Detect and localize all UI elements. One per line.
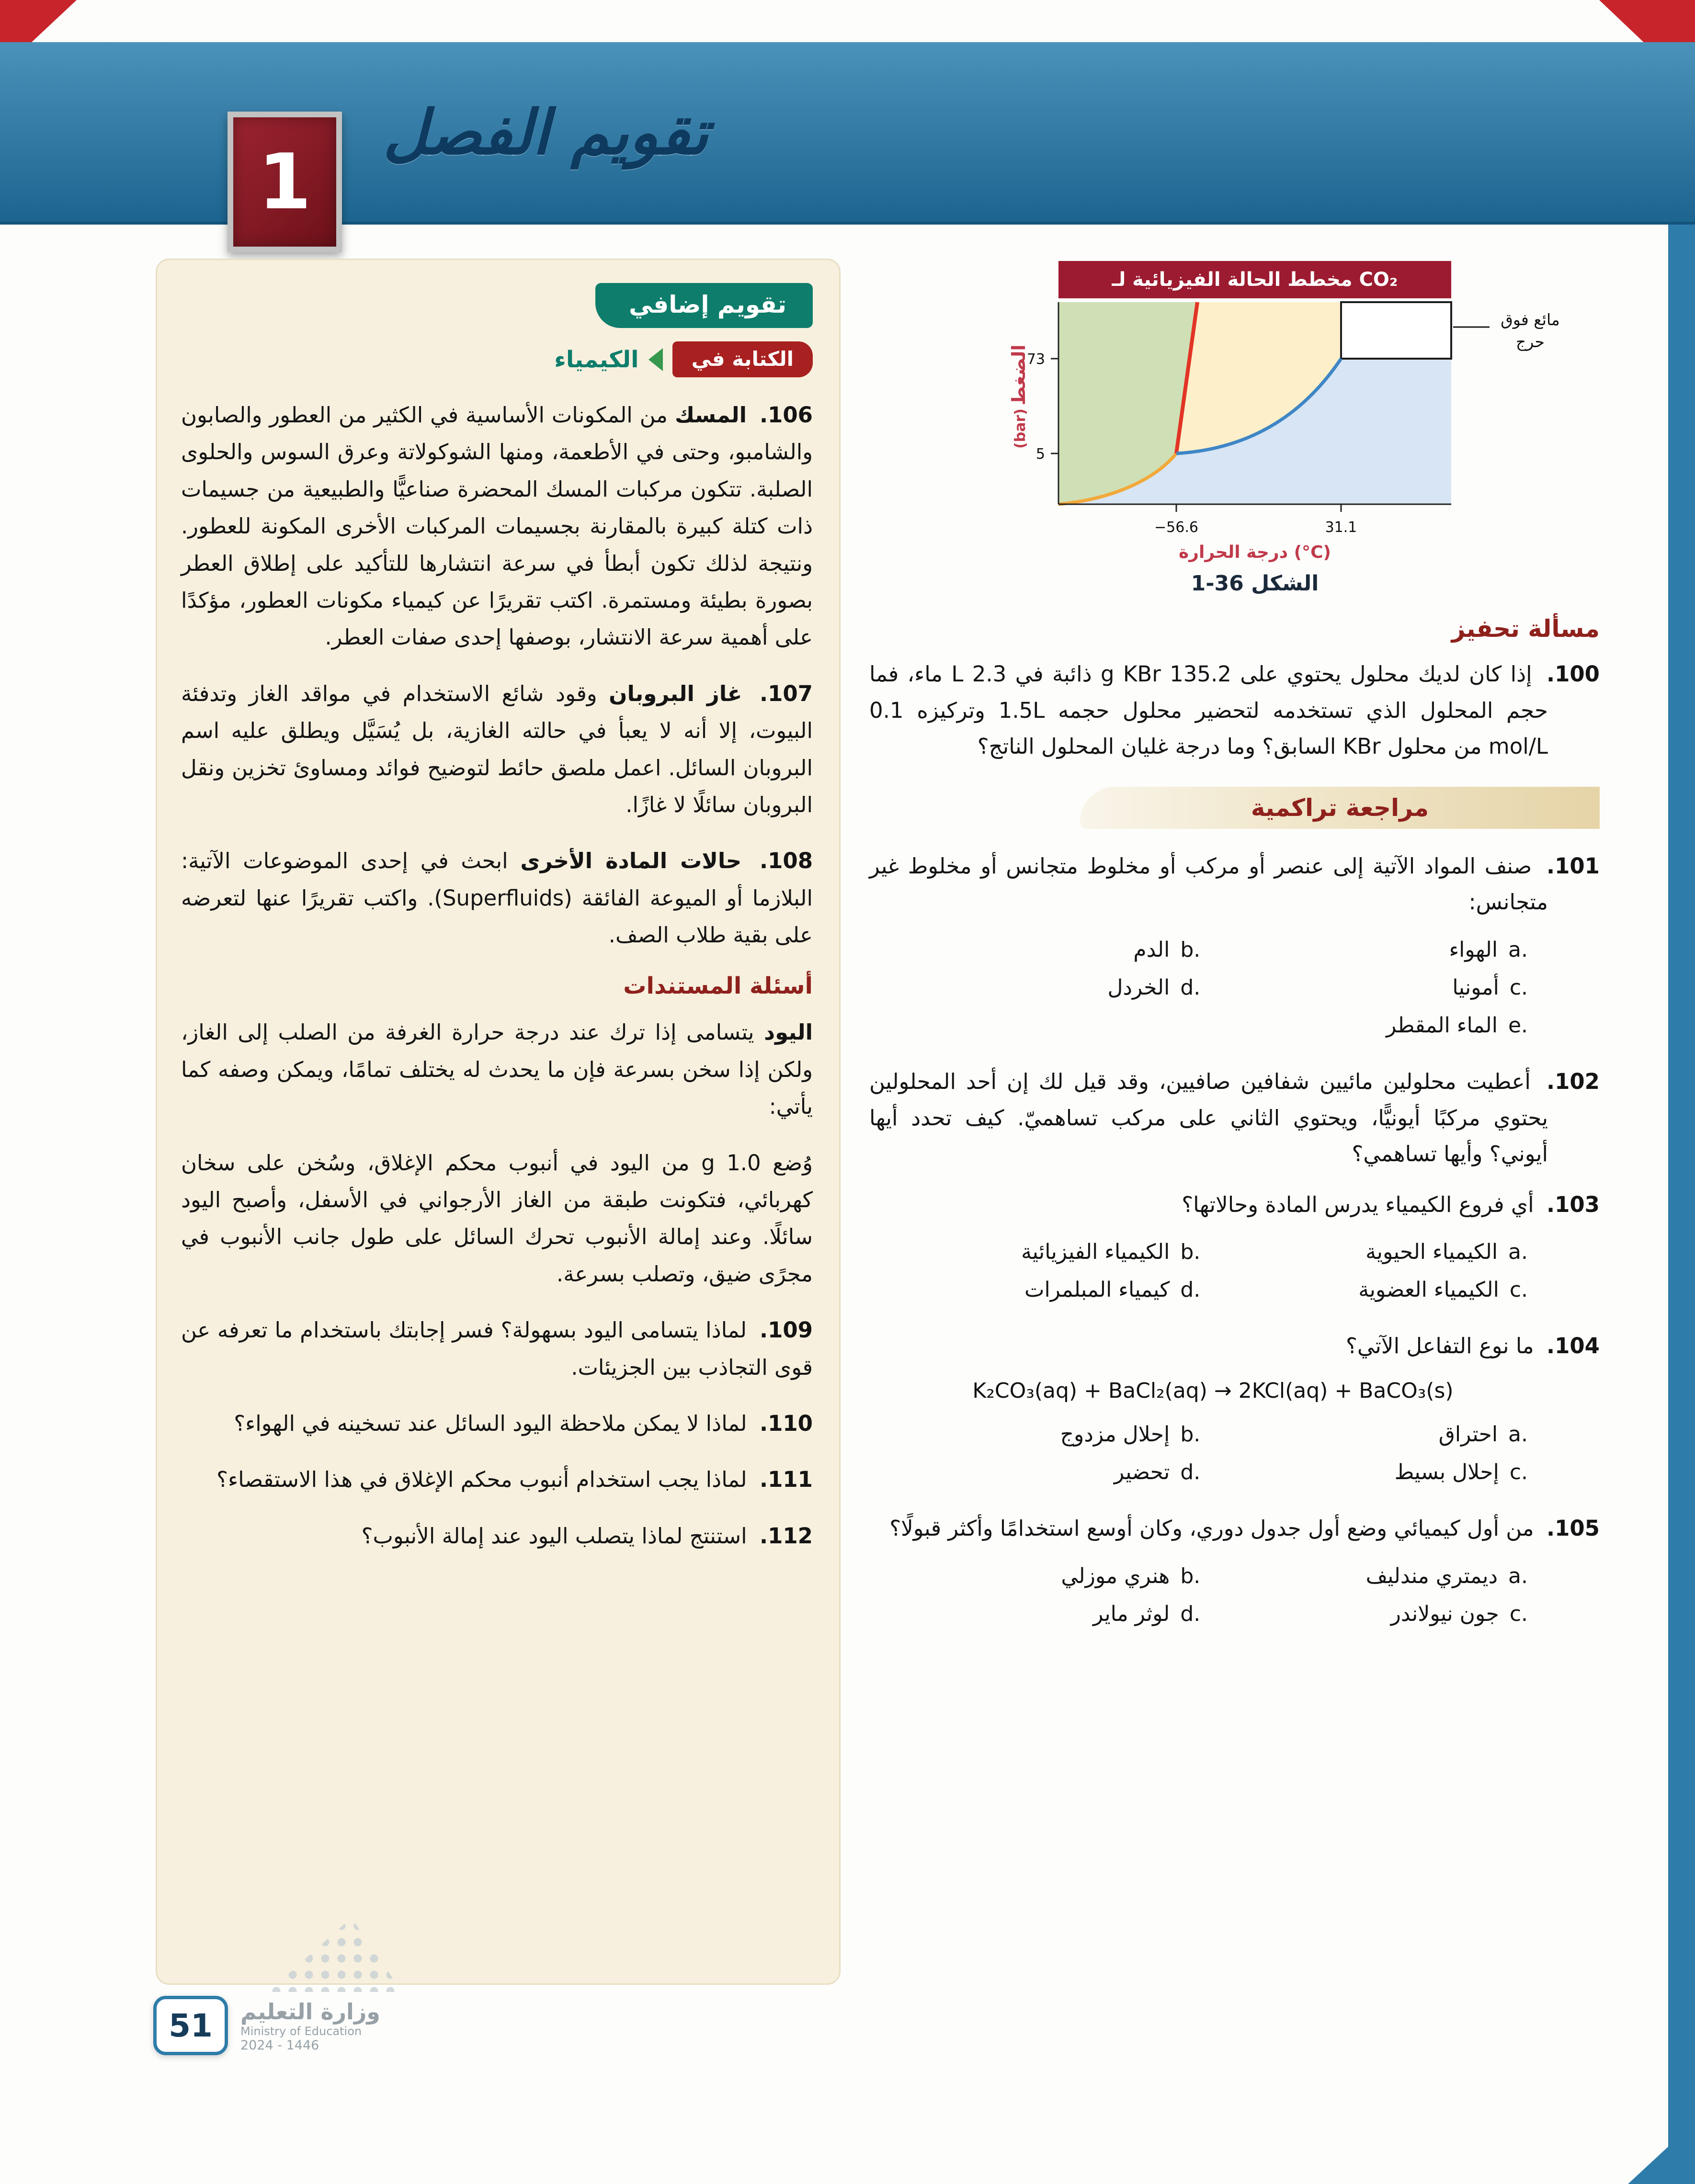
- question-number: 103.: [1546, 1191, 1600, 1217]
- question-text: من المكونات الأساسية في الكثير من العطور والصابون والشامبو، وحتى في الأطعمة، ومنها الشوكولاتة وعرق السوس والحلوى الصلبة. تتكون مركبات المسك المحضرة صناعيًّا والطبيعية من جسيمات ذات كتلة كبيرة بالمقارنة بجسيمات المركبات الأخرى المكونة للعطور. ونتيجة لذلك تكون أبطأ في سرعة انتشارها للتأكيد على إطلاق العطر بصورة بطيئة ومستمرة. اكتب تقريرًا عن كيمياء مكونات العطور، مؤكدًا على أهمية سرعة الانتشار، بوصفها إحدى صفات العطر.: [181, 402, 813, 650]
- question-text: إذا كان لديك محلول يحتوي على 135.2 g KBr ذائبة في 2.3 L ماء، فما حجم المحلول الذي تستخدمه لتحضير محلول حجمه 1.5L وتركيزه 0.1 mol/L من محلول KBr السابق؟ وما درجة غليان المحلول الناتج؟: [869, 661, 1548, 759]
- option-label: جون نيولاندر: [1390, 1601, 1499, 1626]
- option-letter: a.: [1508, 937, 1528, 962]
- option-letter: c.: [1509, 1601, 1528, 1626]
- footer-row: [153, 1996, 402, 2055]
- option-letter: a.: [1508, 1422, 1528, 1447]
- figure-caption: الشكل 36-1: [1191, 571, 1319, 596]
- corner-bottom-right-icon: [1628, 2122, 1695, 2184]
- chapter-number-badge: [228, 112, 342, 252]
- option-letter: c.: [1509, 975, 1528, 1000]
- chapter-header-band: [0, 42, 1695, 225]
- answer-option: [1200, 1240, 1528, 1264]
- edition-year: 2024 - 1446: [240, 2037, 319, 2053]
- option-letter: a.: [1508, 1240, 1528, 1265]
- question-number: 109.: [759, 1317, 813, 1343]
- question-number: 100.: [1546, 661, 1600, 687]
- question-number: 112.: [759, 1523, 813, 1549]
- question-102: [869, 1064, 1600, 1172]
- question-100: [869, 656, 1600, 765]
- supercritical-region: [1341, 302, 1451, 359]
- question-number: 110.: [759, 1410, 813, 1436]
- chevron-left-icon: [648, 348, 663, 371]
- ministry-name-arabic: وزارة التعليم: [240, 1998, 380, 2025]
- question-number: 108.: [759, 848, 813, 874]
- option-letter: b.: [1180, 1240, 1201, 1265]
- chemical-equation: K₂CO₃(aq) + BaCl₂(aq) → 2KCl(aq) + BaCO₃(s): [972, 1378, 1454, 1403]
- question-103: [869, 1187, 1600, 1223]
- chemistry-label: الكيمياء: [554, 346, 639, 373]
- option-label: إحلال بسيط: [1394, 1460, 1499, 1484]
- answer-option: [888, 1602, 1200, 1626]
- option-letter: b.: [1180, 1563, 1201, 1588]
- writing-in-chemistry-banner: [181, 341, 813, 377]
- question-number: 104.: [1546, 1333, 1600, 1359]
- x-axis-label: درجة الحرارة (°C): [1179, 543, 1331, 562]
- option-label: تحضير: [1114, 1460, 1170, 1484]
- options-q103: [869, 1237, 1600, 1307]
- question-text: لماذا لا يمكن ملاحظة اليود السائل عند تسخينه في الهواء؟: [234, 1410, 747, 1436]
- question-101: [869, 848, 1600, 920]
- option-label: الكيمياء الحيوية: [1365, 1240, 1498, 1265]
- answer-option: [1200, 938, 1528, 962]
- cumulative-review-label: مراجعة تراكمية: [1251, 793, 1429, 822]
- answer-option: [1200, 1460, 1528, 1484]
- option-label: الماء المقطر: [1386, 1013, 1498, 1038]
- question-text: ما نوع التفاعل الآتي؟: [1346, 1333, 1534, 1359]
- question-text: لماذا يجب استخدام أنبوب محكم الإغلاق في هذا الاستقصاء؟: [216, 1467, 747, 1493]
- answer-option: [1200, 1013, 1528, 1038]
- intro-lead: اليود: [764, 1019, 813, 1045]
- question-lead: غاز البروبان: [609, 680, 742, 706]
- answer-option: [1200, 1602, 1528, 1626]
- additional-assessment-panel: [156, 259, 841, 1985]
- option-letter: c.: [1509, 1460, 1528, 1484]
- paragraph-text: وُضع 1.0 g من اليود في أنبوب محكم الإغلاق، وسُخن على سخان كهربائي، فتكونت طبقة من الغاز الأرجواني في الأسفل، وأصبح اليود سائلًا. وعند إمالة الأنبوب تحرك السائل على طول جانب الأنبوب في مجرًى ضيق، وتصلب بسرعة.: [181, 1150, 813, 1287]
- question-text: لماذا يتسامى اليود بسهولة؟ فسر إجابتك باستخدام ما تعرفه عن قوى التجاذب بين الجزيئات.: [181, 1317, 813, 1380]
- answer-option: [888, 1564, 1200, 1588]
- option-label: لوثر ماير: [1093, 1601, 1170, 1626]
- option-label: الكيمياء الفيزيائية: [1021, 1240, 1170, 1265]
- phase-diagram-chart: [953, 298, 1585, 566]
- figure-1-36: [953, 261, 1585, 596]
- question-112: [181, 1517, 813, 1554]
- question-111: [181, 1461, 813, 1498]
- question-number: 105.: [1546, 1515, 1600, 1541]
- question-lead: المسك: [674, 402, 747, 428]
- answer-option: [888, 975, 1200, 1000]
- question-110: [181, 1405, 813, 1442]
- ministry-logo-icon: [268, 1918, 402, 1992]
- question-text: من أول كيميائي وضع أول جدول دوري، وكان أوسع استخدامًا وأكثر قبولًا؟: [889, 1515, 1534, 1541]
- answer-option: [888, 1460, 1200, 1484]
- option-letter: d.: [1180, 1460, 1201, 1484]
- question-109: [181, 1312, 813, 1386]
- question-number: 107.: [759, 680, 813, 706]
- option-letter: a.: [1508, 1563, 1528, 1588]
- option-letter: b.: [1180, 937, 1201, 962]
- x-tick-label-triple: −56.6: [1154, 519, 1198, 536]
- question-107: [181, 675, 813, 824]
- document-intro: [181, 1014, 813, 1125]
- option-letter: d.: [1180, 1601, 1201, 1626]
- answer-option: [1200, 1564, 1528, 1588]
- question-text: ابحث في إحدى الموضوعات الآتية: البلازما أو الميوعة الفائقة (Superfluids). واكتب تقريرًا عنها لتعرضه على بقية طلاب الصف.: [181, 848, 813, 948]
- options-q104: [869, 1419, 1600, 1489]
- option-letter: b.: [1180, 1422, 1201, 1447]
- question-number: 106.: [759, 402, 813, 428]
- option-label: كيمياء المبلمرات: [1024, 1278, 1170, 1302]
- answer-option: [888, 1240, 1200, 1264]
- section-header-additional-assessment: تقويم إضافي: [595, 283, 813, 328]
- page-number-badge: [153, 1996, 228, 2055]
- question-106: [181, 396, 813, 656]
- plot-regions: [1058, 302, 1451, 504]
- writing-in-badge: الكتابة في: [672, 341, 813, 377]
- answer-option: [1200, 975, 1528, 1000]
- answer-option: [1200, 1278, 1528, 1302]
- answer-option: [888, 938, 1200, 962]
- question-text: أعطيت محلولين مائيين شفافين صافيين، وقد قيل لك إن أحد المحلولين يحتوي مركبًا أيونيًّا، ويحتوي الثاني على مركب تساهميّ. كيف تحدد أيها أيوني؟ وأيها تساهمي؟: [869, 1068, 1548, 1167]
- y-tick-label-73: 73: [1026, 351, 1045, 368]
- option-label: الدم: [1133, 937, 1170, 962]
- page-edge-strip: [1668, 42, 1695, 2184]
- question-lead: حالات المادة الأخرى: [520, 848, 742, 874]
- ministry-wordmark: [240, 1999, 380, 2053]
- answer-option: [1200, 1422, 1528, 1447]
- option-letter: d.: [1180, 975, 1201, 1000]
- question-number: 102.: [1546, 1068, 1600, 1094]
- option-letter: c.: [1509, 1278, 1528, 1302]
- option-letter: e.: [1508, 1013, 1528, 1038]
- answer-option: [888, 1278, 1200, 1302]
- question-text: أي فروع الكيمياء يدرس المادة وحالاتها؟: [1182, 1191, 1534, 1217]
- option-label: هنري موزلي: [1061, 1563, 1170, 1588]
- question-number: 101.: [1546, 853, 1600, 879]
- section-header-challenge: مسألة تحفيز: [1451, 615, 1600, 643]
- question-105: [869, 1510, 1600, 1547]
- section-header-cumulative-review: [1080, 787, 1600, 829]
- chapter-number: 1: [258, 137, 312, 226]
- options-q101: [869, 935, 1600, 1042]
- option-label: الخردل: [1107, 975, 1170, 1000]
- page-footer: [153, 1918, 402, 2055]
- intro-text: يتسامى إذا ترك عند درجة حرارة الغرفة من الصلب إلى الغاز، ولكن إذا سخن بسرعة فإن ما يحدث له يختلف تمامًا، ويمكن وصفه كما يأتي:: [181, 1019, 813, 1120]
- option-letter: d.: [1180, 1278, 1201, 1302]
- x-tick-label-critical: 31.1: [1325, 519, 1357, 536]
- chart-title: مخطط الحالة الفيزيائية لـ CO₂: [1058, 261, 1451, 298]
- ministry-name-english: Ministry of Education: [240, 2024, 362, 2038]
- question-number: 111.: [759, 1467, 813, 1493]
- option-label: احتراق: [1438, 1422, 1498, 1447]
- answer-option: [888, 1422, 1200, 1447]
- options-q105: [869, 1561, 1600, 1631]
- y-axis-label: الضغط: [1008, 344, 1029, 406]
- annotation-supercritical-line2: حرج: [1516, 332, 1545, 351]
- page-number: 51: [169, 2007, 213, 2044]
- question-text: صنف المواد الآتية إلى عنصر أو مركب أو مخلوط متجانس أو مخلوط غير متجانس:: [869, 853, 1548, 915]
- page-title: تقويم الفصل: [383, 97, 709, 169]
- document-paragraph: [181, 1144, 813, 1293]
- question-text: استنتج لماذا يتصلب اليود عند إمالة الأنبوب؟: [361, 1523, 747, 1549]
- y-tick-label-5: 5: [1035, 446, 1045, 463]
- section-header-document-questions: أسئلة المستندات: [623, 973, 813, 1000]
- y-axis-unit: (bar): [1012, 408, 1029, 449]
- option-label: ديمتري مندليف: [1365, 1563, 1498, 1588]
- option-label: الكيمياء العضوية: [1358, 1278, 1499, 1302]
- question-text: وقود شائع الاستخدام في مواقد الغاز وتدفئة البيوت، إلا أنه لا يعبأ في حالته الغازية، بل يُسَيَّل ويطلق عليه اسم البروبان السائل. اعمل ملصق حائط لتوضيح فوائد ومساوئ تخزين ونقل البروبان سائلًا لا غازًا.: [181, 680, 813, 817]
- annotation-supercritical-line1: مائع فوق: [1501, 310, 1560, 329]
- question-108: [181, 842, 813, 953]
- option-label: أمونيا: [1452, 975, 1499, 1000]
- question-104: [869, 1328, 1600, 1364]
- right-column: [869, 261, 1600, 1652]
- option-label: الهواء: [1449, 937, 1498, 962]
- option-label: إحلال مزدوج: [1060, 1422, 1170, 1447]
